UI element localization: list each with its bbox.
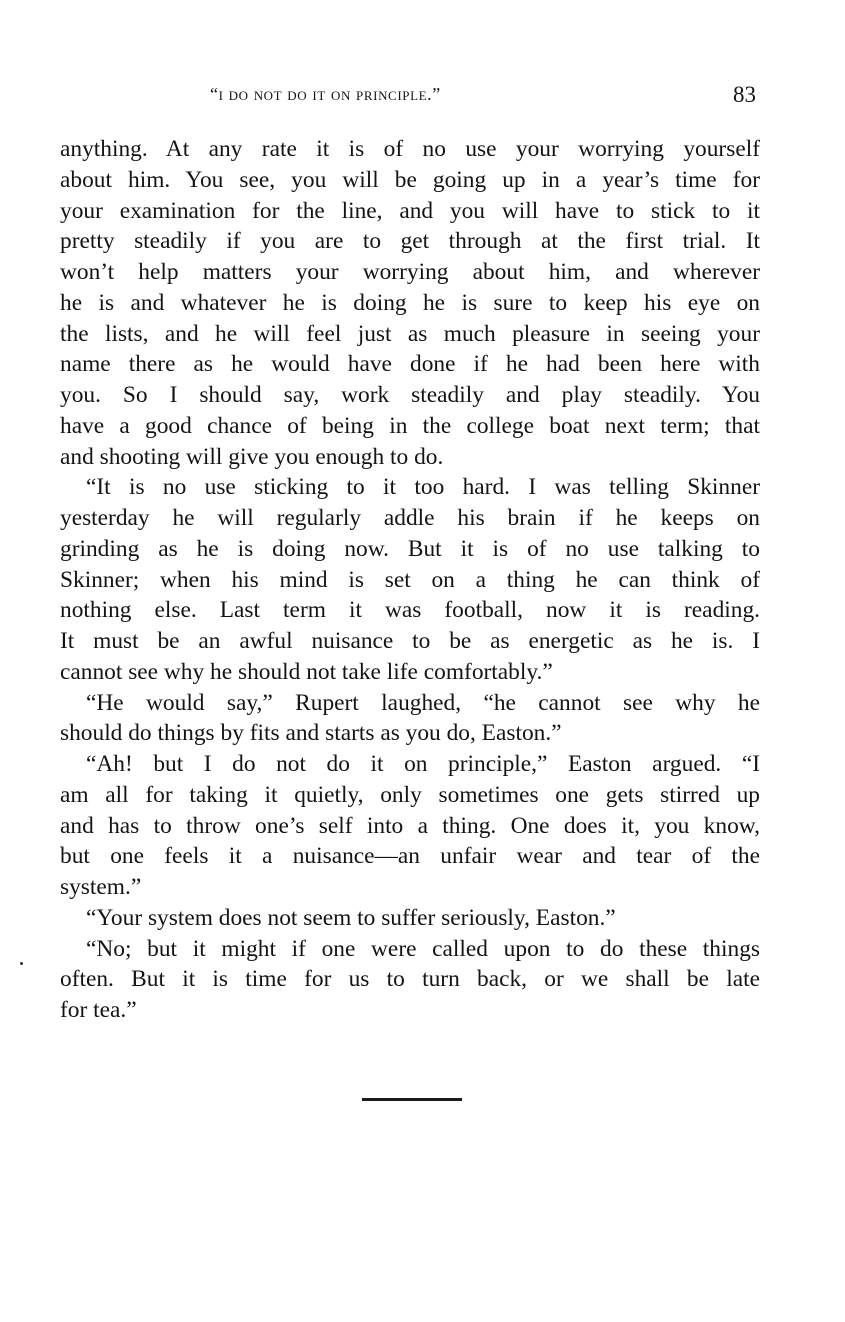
text-line: name there as he would have done if he had been here with [60,351,760,378]
text-line: “It is no use sticking to it too hard. I was telling Skinner [86,474,760,501]
text-line: pretty steadily if you are to get through at the first trial. It [60,228,760,255]
text-line: should do things by fits and starts as you do, Easton.” [60,720,562,747]
chapter-end-rule [362,1098,462,1101]
text-line: “Your system does not seem to suffer seriously, Easton.” [86,904,616,931]
text-line: “No; but it might if one were called upon to do these things [86,935,760,962]
text-line: and has to throw one’s self into a thing. One does it, you know, [60,812,760,839]
page-number: 83 [733,82,756,107]
body-text [60,134,760,1026]
text-line: have a good chance of being in the college boat next term; that [60,412,760,439]
text-line: about him. You see, you will be going up in a year’s time for [60,166,760,193]
text-line: you. So I should say, work steadily and play steadily. You [60,382,760,408]
text-line: your examination for the line, and you will have to stick to it [60,197,760,224]
text-line: grinding as he is doing now. But it is of no use talking to [60,535,760,562]
text-line: for tea.” [60,997,137,1023]
text-line: and shooting will give you enough to do. [60,443,444,470]
text-line: cannot see why he should not take life comfortably.” [60,658,553,685]
text-line: won’t help matters your worrying about him, and wherever [60,259,760,285]
text-line: It must be an awful nuisance to be as energetic as he is. I [60,628,760,654]
running-head [60,82,760,112]
text-line: he is and whatever he is doing he is sure to keep his eye on [60,289,760,316]
text-line: system.” [60,874,142,900]
text-line: the lists, and he will feel just as much pleasure in seeing your [60,320,760,347]
text-line: often. But it is time for us to turn back, or we shall be late [60,966,760,993]
text-line: anything. At any rate it is of no use your worrying yourself [60,136,760,162]
text-line: yesterday he will regularly addle his brain if he keeps on [60,505,760,531]
text-line: am all for taking it quietly, only sometimes one gets stirred up [60,781,760,808]
running-title: “i do not do it on principle.” [210,84,441,104]
text-line: Skinner; when his mind is set on a thing he can think of [60,566,760,593]
text-line: “He would say,” Rupert laughed, “he cannot see why he [86,689,760,716]
text-line: “Ah! but I do not do it on principle,” Easton argued. “I [86,751,760,777]
margin-speck [20,962,23,965]
text-line: but one feels it a nuisance—an unfair wear and tear of the [60,843,760,870]
text-line: nothing else. Last term it was football, now it is reading. [60,597,760,624]
